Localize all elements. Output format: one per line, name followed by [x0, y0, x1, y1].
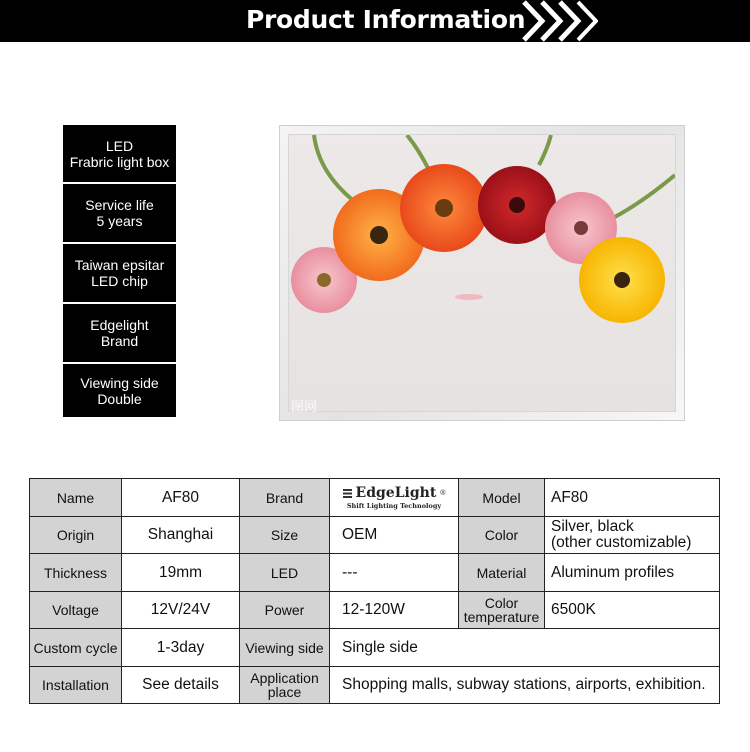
table-row	[30, 667, 720, 704]
flower-photo	[289, 135, 675, 411]
value-model: AF80	[545, 479, 720, 517]
feature-line: Taiwan epsitar	[74, 257, 165, 273]
label-line: temperature	[463, 609, 540, 625]
label-voltage: Voltage	[30, 592, 122, 629]
label-color-temperature	[459, 592, 545, 629]
value-origin: Shanghai	[122, 517, 240, 554]
value-application-place: Shopping malls, subway stations, airports, exhibition.	[330, 667, 720, 704]
value-color	[545, 517, 720, 554]
value-viewing-side: Single side	[330, 629, 720, 667]
label-application-place	[240, 667, 330, 704]
label-name: Name	[30, 479, 122, 517]
value-thickness: 19mm	[122, 554, 240, 592]
value-material: Aluminum profiles	[545, 554, 720, 592]
label-led: LED	[240, 554, 330, 592]
logo-mark-icon	[343, 489, 352, 498]
header-bar	[0, 0, 750, 42]
label-size: Size	[240, 517, 330, 554]
table-row	[30, 517, 720, 554]
feature-box-chip	[63, 244, 176, 302]
feature-box-type	[63, 125, 176, 182]
feature-line: LED chip	[91, 273, 148, 289]
value-installation: See details	[122, 667, 240, 704]
label-line: place	[267, 684, 302, 700]
value-led: ---	[330, 554, 459, 592]
label-line: Color	[484, 595, 519, 611]
logo-name: EdgeLight	[355, 485, 437, 501]
feature-line: Double	[97, 390, 142, 407]
feature-line: Service life	[85, 197, 154, 213]
label-material: Material	[459, 554, 545, 592]
label-line: Application	[250, 670, 319, 686]
value-voltage: 12V/24V	[122, 592, 240, 629]
page-title: Product Information	[246, 5, 526, 34]
feature-box-viewing-side	[63, 364, 176, 417]
label-power: Power	[240, 592, 330, 629]
chevrons-right-icon	[518, 0, 598, 42]
registered-mark: ®	[440, 489, 446, 497]
photo-watermark: 图网	[291, 400, 318, 415]
value-brand-logo	[330, 479, 459, 517]
product-photo-frame	[279, 125, 685, 421]
feature-line: Viewing side	[80, 374, 159, 391]
logo-tagline: Shift Lighting Technology	[346, 502, 442, 510]
value-color-line: Silver, black	[551, 518, 634, 535]
table-row	[30, 592, 720, 629]
brand-logo	[336, 485, 452, 510]
table-row	[30, 629, 720, 667]
value-size: OEM	[330, 517, 459, 554]
feature-line: Frabric light box	[69, 153, 170, 170]
feature-line: Brand	[100, 333, 139, 349]
feature-box-brand	[63, 304, 176, 362]
label-thickness: Thickness	[30, 554, 122, 592]
value-power: 12-120W	[330, 592, 459, 629]
feature-line: LED	[105, 137, 134, 154]
feature-line: Edgelight	[90, 317, 149, 333]
feature-line: 5 years	[96, 213, 143, 229]
label-brand: Brand	[240, 479, 330, 517]
label-origin: Origin	[30, 517, 122, 554]
specification-table	[29, 478, 720, 704]
label-installation: Installation	[30, 667, 122, 704]
table-row	[30, 554, 720, 592]
feature-box-service-life	[63, 184, 176, 242]
table-row	[30, 479, 720, 517]
value-color-temperature: 6500K	[545, 592, 720, 629]
label-custom-cycle: Custom cycle	[30, 629, 122, 667]
value-custom-cycle: 1-3day	[122, 629, 240, 667]
label-model: Model	[459, 479, 545, 517]
value-color-line: (other customizable)	[551, 534, 692, 551]
value-name: AF80	[122, 479, 240, 517]
label-viewing-side: Viewing side	[240, 629, 330, 667]
feature-list	[63, 125, 176, 419]
label-color: Color	[459, 517, 545, 554]
